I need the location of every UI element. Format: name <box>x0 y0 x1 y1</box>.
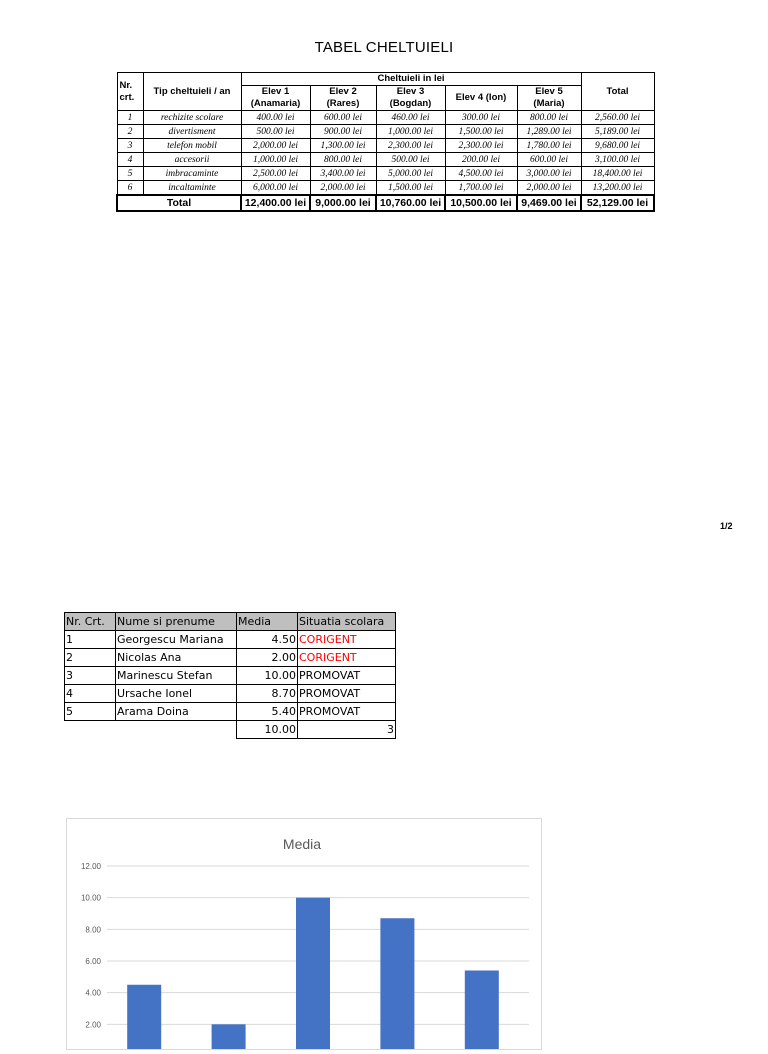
summary-blank <box>65 721 237 739</box>
row-type: imbracaminte <box>143 167 241 181</box>
header-student-4 <box>445 86 517 111</box>
header-student-1 <box>241 86 310 111</box>
expense-cell: 1,500.00 lei <box>376 181 445 196</box>
header-group: Cheltuieli in lei <box>241 73 581 86</box>
bar-5 <box>465 971 499 1050</box>
grade-row <box>65 667 396 685</box>
header-total: Total <box>581 73 654 111</box>
expense-cell: 5,000.00 lei <box>376 167 445 181</box>
grade-nr: 1 <box>65 631 116 649</box>
y-tick-label: 12.00 <box>80 862 101 871</box>
status-cell: CORIGENT <box>298 631 396 649</box>
expense-cell: 1,780.00 lei <box>517 139 581 153</box>
expense-row <box>117 139 654 153</box>
expense-cell: 200.00 lei <box>445 153 517 167</box>
total-cell: 10,760.00 lei <box>376 195 445 211</box>
expense-cell: 3,000.00 lei <box>517 167 581 181</box>
total-cell: 9,000.00 lei <box>310 195 376 211</box>
row-total: 2,560.00 lei <box>581 111 654 125</box>
row-nr: 2 <box>117 125 143 139</box>
page-title: TABEL CHELTUIELI <box>314 39 454 56</box>
media-chart <box>66 818 542 1050</box>
header-student-3 <box>376 86 445 111</box>
status-cell: PROMOVAT <box>298 667 396 685</box>
row-nr: 3 <box>117 139 143 153</box>
row-type: rechizite scolare <box>143 111 241 125</box>
grade-row <box>65 649 396 667</box>
expense-cell: 300.00 lei <box>445 111 517 125</box>
row-total: 5,189.00 lei <box>581 125 654 139</box>
expense-cell: 600.00 lei <box>310 111 376 125</box>
y-tick-label: 4.00 <box>85 988 101 998</box>
y-tick-label: 6.00 <box>85 957 101 966</box>
expense-row <box>117 181 654 196</box>
student-name-cell: Marinescu Stefan <box>116 667 237 685</box>
media-cell: 4.50 <box>237 631 298 649</box>
y-tick-label: 8.00 <box>85 925 101 935</box>
expense-cell: 1,500.00 lei <box>445 125 517 139</box>
header-nr: Nr. crt. <box>117 73 143 111</box>
row-nr: 1 <box>117 111 143 125</box>
media-cell: 10.00 <box>237 667 298 685</box>
row-total: 18,400.00 lei <box>581 167 654 181</box>
status-cell: PROMOVAT <box>298 685 396 703</box>
row-type: incaltaminte <box>143 181 241 196</box>
expense-cell: 4,500.00 lei <box>445 167 517 181</box>
grade-nr: 3 <box>65 667 116 685</box>
student-label: Elev 3 <box>396 86 425 97</box>
chart-canvas <box>67 819 541 1049</box>
grades-header: Nr. Crt. <box>65 613 116 631</box>
expense-cell: 1,700.00 lei <box>445 181 517 196</box>
row-total: 13,200.00 lei <box>581 181 654 196</box>
expense-row <box>117 111 654 125</box>
student-name-cell: Georgescu Mariana <box>116 631 237 649</box>
grade-nr: 4 <box>65 685 116 703</box>
expense-cell: 500.00 lei <box>241 125 310 139</box>
expense-cell: 1,300.00 lei <box>310 139 376 153</box>
header-student-5 <box>517 86 581 111</box>
row-nr: 5 <box>117 167 143 181</box>
expense-cell: 460.00 lei <box>376 111 445 125</box>
expense-row <box>117 167 654 181</box>
student-name: (Rares) <box>326 98 360 109</box>
expense-cell: 2,500.00 lei <box>241 167 310 181</box>
header-student-2 <box>310 86 376 111</box>
y-tick-label: 2.00 <box>85 1020 101 1030</box>
grades-header: Media <box>237 613 298 631</box>
row-nr: 6 <box>117 181 143 196</box>
grades-header: Nume si prenume <box>116 613 237 631</box>
summary-row <box>65 721 396 739</box>
student-name: (Bogdan) <box>389 98 432 109</box>
student-label: Elev 4 (Ion) <box>455 92 507 103</box>
expense-cell: 2,300.00 lei <box>376 139 445 153</box>
row-total: 3,100.00 lei <box>581 153 654 167</box>
expense-cell: 6,000.00 lei <box>241 181 310 196</box>
student-label: Elev 5 <box>535 86 563 97</box>
row-nr: 4 <box>117 153 143 167</box>
status-cell: PROMOVAT <box>298 703 396 721</box>
row-type: accesorii <box>143 153 241 167</box>
student-name-cell: Arama Doina <box>116 703 237 721</box>
media-cell: 2.00 <box>237 649 298 667</box>
row-total: 9,680.00 lei <box>581 139 654 153</box>
expense-cell: 2,300.00 lei <box>445 139 517 153</box>
student-label: Elev 1 <box>261 86 290 97</box>
total-cell: 9,469.00 lei <box>517 195 581 211</box>
total-cell: 12,400.00 lei <box>241 195 310 211</box>
expense-cell: 2,000.00 lei <box>310 181 376 196</box>
total-label: Total <box>117 195 241 211</box>
expense-row <box>117 125 654 139</box>
grade-nr: 5 <box>65 703 116 721</box>
student-label: Elev 2 <box>329 86 357 97</box>
row-type: divertisment <box>143 125 241 139</box>
expense-cell: 1,000.00 lei <box>241 153 310 167</box>
bar-4 <box>380 918 414 1049</box>
total-row <box>117 195 654 211</box>
student-name-cell: Ursache Ionel <box>116 685 237 703</box>
grades-header: Situatia scolara <box>298 613 396 631</box>
bar-1 <box>127 985 161 1049</box>
expense-cell: 800.00 lei <box>517 111 581 125</box>
student-name-cell: Nicolas Ana <box>116 649 237 667</box>
expense-row <box>117 153 654 167</box>
page-number: 1/2 <box>720 521 733 531</box>
grand-total: 52,129.00 lei <box>581 195 654 211</box>
row-type: telefon mobil <box>143 139 241 153</box>
status-cell: CORIGENT <box>298 649 396 667</box>
expenses-table <box>116 72 655 212</box>
student-name: (Anamaria) <box>250 98 301 109</box>
grade-row <box>65 631 396 649</box>
expense-cell: 1,000.00 lei <box>376 125 445 139</box>
expense-cell: 2,000.00 lei <box>241 139 310 153</box>
student-name: (Maria) <box>533 98 565 109</box>
grade-row <box>65 703 396 721</box>
expense-cell: 400.00 lei <box>241 111 310 125</box>
expense-cell: 2,000.00 lei <box>517 181 581 196</box>
expense-cell: 800.00 lei <box>310 153 376 167</box>
expense-cell: 600.00 lei <box>517 153 581 167</box>
grades-table <box>64 612 396 739</box>
header-tip: Tip cheltuieli / an <box>143 73 241 111</box>
grade-nr: 2 <box>65 649 116 667</box>
total-cell: 10,500.00 lei <box>445 195 517 211</box>
summary-count: 3 <box>298 721 396 739</box>
media-cell: 8.70 <box>237 685 298 703</box>
bar-2 <box>212 1024 246 1049</box>
bar-3 <box>296 898 330 1049</box>
expense-cell: 500.00 lei <box>376 153 445 167</box>
media-cell: 5.40 <box>237 703 298 721</box>
expense-cell: 900.00 lei <box>310 125 376 139</box>
grade-row <box>65 685 396 703</box>
summary-max: 10.00 <box>237 721 298 739</box>
expense-cell: 3,400.00 lei <box>310 167 376 181</box>
y-tick-label: 10.00 <box>80 893 101 903</box>
chart-title: Media <box>282 836 322 852</box>
expense-cell: 1,289.00 lei <box>517 125 581 139</box>
